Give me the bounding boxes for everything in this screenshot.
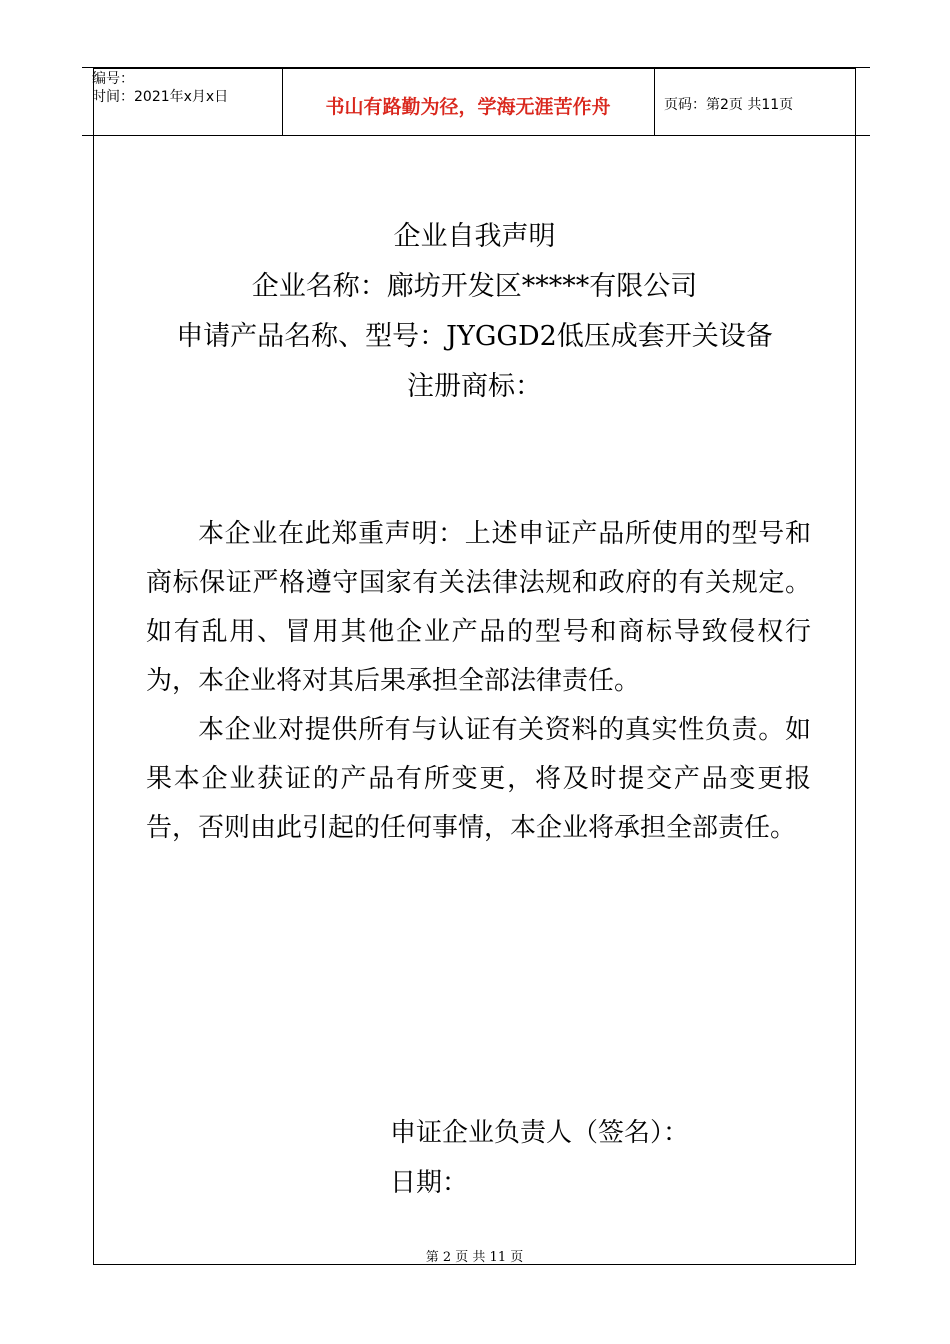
declaration-paragraph-1: 本企业在此郑重声明：上述申证产品所使用的型号和商标保证严格遵守国家有关法律法规和政府的有关规定。如有乱用、冒用其他企业产品的型号和商标导致侵权行为，本企业将对其后果承担全部法律责任。 bbox=[146, 519, 811, 696]
page-footer: 第 2 页 共 11 页 bbox=[425, 1250, 524, 1265]
declaration-paragraph-2: 本企业对提供所有与认证有关资料的真实性负责。如果本企业获证的产品有所变更，将及时提交产品变更报告，否则由此引起的任何事情，本企业将承担全部责任。 bbox=[146, 715, 811, 843]
declaration-body bbox=[146, 510, 811, 853]
declaration-title: 企业自我声明 bbox=[393, 221, 556, 252]
trademark-line: 注册商标： bbox=[407, 371, 542, 402]
date-label: 日期： bbox=[390, 1168, 469, 1198]
product-name-line: 申请产品名称、型号：JYGGD2低压成套开关设备 bbox=[176, 321, 773, 352]
header-motto: 书山有路勤为径，学海无涯苦作舟 bbox=[325, 96, 611, 118]
header-page-info: 页码：第2页 共11页 bbox=[664, 97, 794, 113]
company-name-line: 企业名称：廊坊开发区*****有限公司 bbox=[251, 271, 698, 302]
declaration-heading-block bbox=[93, 212, 856, 412]
signer-label: 申证企业负责人（签名）： bbox=[390, 1118, 690, 1148]
header-time-label: 时间：2021年x月x日 bbox=[92, 89, 229, 105]
signature-block bbox=[390, 1108, 689, 1208]
header-number-label: 编号： bbox=[92, 71, 134, 87]
